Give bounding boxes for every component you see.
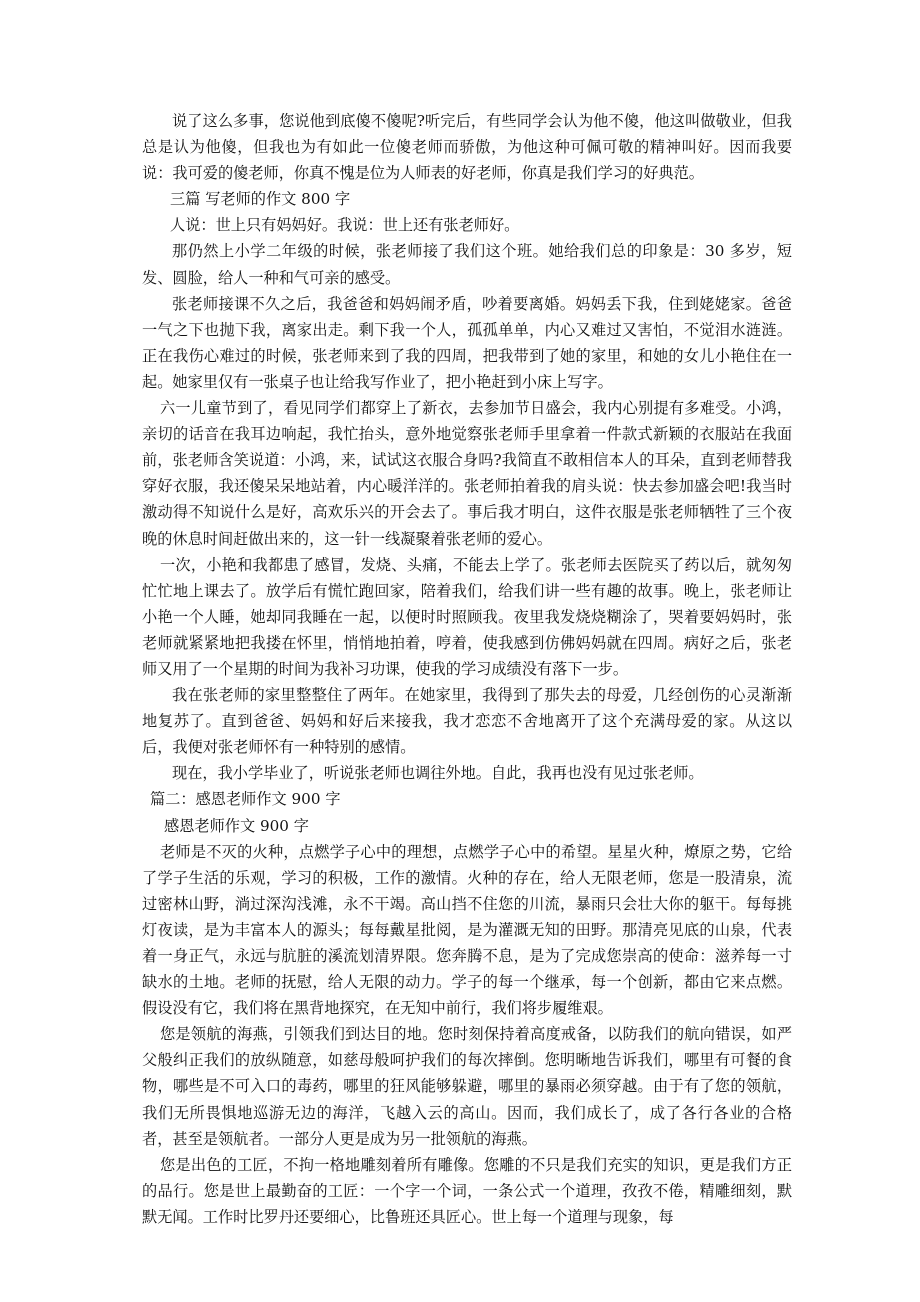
paragraph-3: 那仍然上小学二年级的时候，张老师接了我们这个班。她给我们总的印象是：30 多岁，短发、圆脸，给人一种和气可亲的感受。 bbox=[142, 242, 792, 287]
paragraph-8: 现在，我小学毕业了，听说张老师也调往外地。自此，我再也没有见过张老师。 bbox=[172, 764, 704, 783]
paragraph-2: 人说：世上只有妈妈好。我说：世上还有张老师好。 bbox=[170, 216, 520, 235]
document-body bbox=[142, 108, 792, 1230]
paragraph-6: 一次，小艳和我都患了感冒，发烧、头痛，不能去上学了。张老师去医院买了药以后，就匆匆忙忙地上课去了。放学后有慌忙跑回家，陪着我们，给我们讲一些有趣的故事。晚上，张老师让小艳一个人睡，她却同我睡在一起，以便时时照顾我。夜里我发烧烧糊涂了，哭着要妈妈时，张老师就紧紧地把我搂在怀里，悄悄地拍着，哼着，使我感到仿佛妈妈就在四周。病好之后，张老师又用了一个星期的时间为我补习功课，使我的学习成绩没有落下一步。 bbox=[142, 555, 792, 678]
essay-title: 感恩老师作文 900 字 bbox=[164, 816, 309, 835]
paragraph-1: 说了这么多事，您说他到底傻不傻呢?听完后，有些同学会认为他不傻，他这叫做敬业，但我总是认为他傻，但我也为有如此一位傻老师而骄傲，为他这种可佩可敬的精神叫好。因而我要说：我可爱的傻老师，你真不愧是位为人师表的好老师，你真是我们学习的好典范。 bbox=[142, 112, 792, 183]
paragraph-4: 张老师接课不久之后，我爸爸和妈妈闹矛盾，吵着要离婚。妈妈丢下我，住到姥姥家。爸爸一气之下也抛下我，离家出走。剩下我一个人，孤孤单单，内心又难过又害怕，不觉泪水涟涟。正在我伤心难过的时候，张老师来到了我的四周，把我带到了她的家里，和她的女儿小艳住在一起。她家里仅有一张桌子也让给我写作业了，把小艳赶到小床上写字。 bbox=[142, 294, 792, 391]
paragraph-10: 您是领航的海燕，引领我们到达目的地。您时刻保持着高度戒备，以防我们的航向错误，如严父般纠正我们的放纵随意，如慈母般呵护我们的每次摔倒。您明晰地告诉我们，哪里有可餐的食物，哪些是不可入口的毒药，哪里的狂风能够躲避，哪里的暴雨必须穿越。由于有了您的领航，我们无所畏惧地巡游无边的海洋，飞越入云的高山。因而，我们成长了，成了各行各业的合格者，甚至是领航者。一部分人更是成为另一批领航的海燕。 bbox=[142, 1025, 792, 1148]
paragraph-7: 我在张老师的家里整整住了两年。在她家里，我得到了那失去的母爱，几经创伤的心灵渐渐地复苏了。直到爸爸、妈妈和好后来接我，我才恋恋不舍地离开了这个充满母爱的家。从这以后，我便对张老师怀有一种特别的感情。 bbox=[142, 686, 792, 757]
paragraph-9: 老师是不灭的火种，点燃学子心中的理想，点燃学子心中的希望。星星火种，燎原之势，它给了学子生活的乐观，学习的积极，工作的激情。火种的存在，给人无限老师，您是一股清泉，流过密林山野，淌过深沟浅滩，永不干竭。高山挡不住您的川流，暴雨只会壮大你的躯干。每每挑灯夜读，是为丰富本人的源头；每每戴星批阅，是为灌溉无知的田野。那清亮见底的山泉，代表着一身正气，永远与肮脏的溪流划清界限。您奔腾不息，是为了完成您崇高的使命：滋养每一寸缺水的土地。老师的抚慰，给人无限的动力。学子的每一个继承，每一个创新，都由它来点燃。假设没有它，我们将在黑背地探究，在无知中前行，我们将步履维艰。 bbox=[142, 842, 792, 1018]
paragraph-11: 您是出色的工匠，不拘一格地雕刻着所有雕像。您雕的不只是我们充实的知识，更是我们方正的品行。您是世上最勤奋的工匠：一个字一个词，一条公式一个道理，孜孜不倦，精雕细刻，默默无闻。工作时比罗丹还要细心，比鲁班还具匠心。世上每一个道理与现象，每 bbox=[142, 1155, 792, 1226]
section-heading-two: 篇二：感恩老师作文 900 字 bbox=[150, 790, 341, 809]
section-heading-three: 三篇 写老师的作文 800 字 bbox=[170, 190, 351, 209]
paragraph-5: 六一儿童节到了，看见同学们都穿上了新衣，去参加节日盛会，我内心别提有多难受。小鸿，亲切的话音在我耳边响起，我忙抬头，意外地觉察张老师手里拿着一件款式新颖的衣服站在我面前，张老师含笑说道：小鸿，来，试试这衣服合身吗?我简直不敢相信本人的耳朵，直到老师替我穿好衣服，我还傻呆呆地站着，内心暖洋洋的。张老师拍着我的肩头说：快去参加盛会吧!我当时激动得不知说什么是好，高欢乐兴的开会去了。事后我才明白，这件衣服是张老师牺牲了三个夜晚的休息时间赶做出来的，这一针一线凝聚着张老师的爱心。 bbox=[142, 399, 792, 548]
